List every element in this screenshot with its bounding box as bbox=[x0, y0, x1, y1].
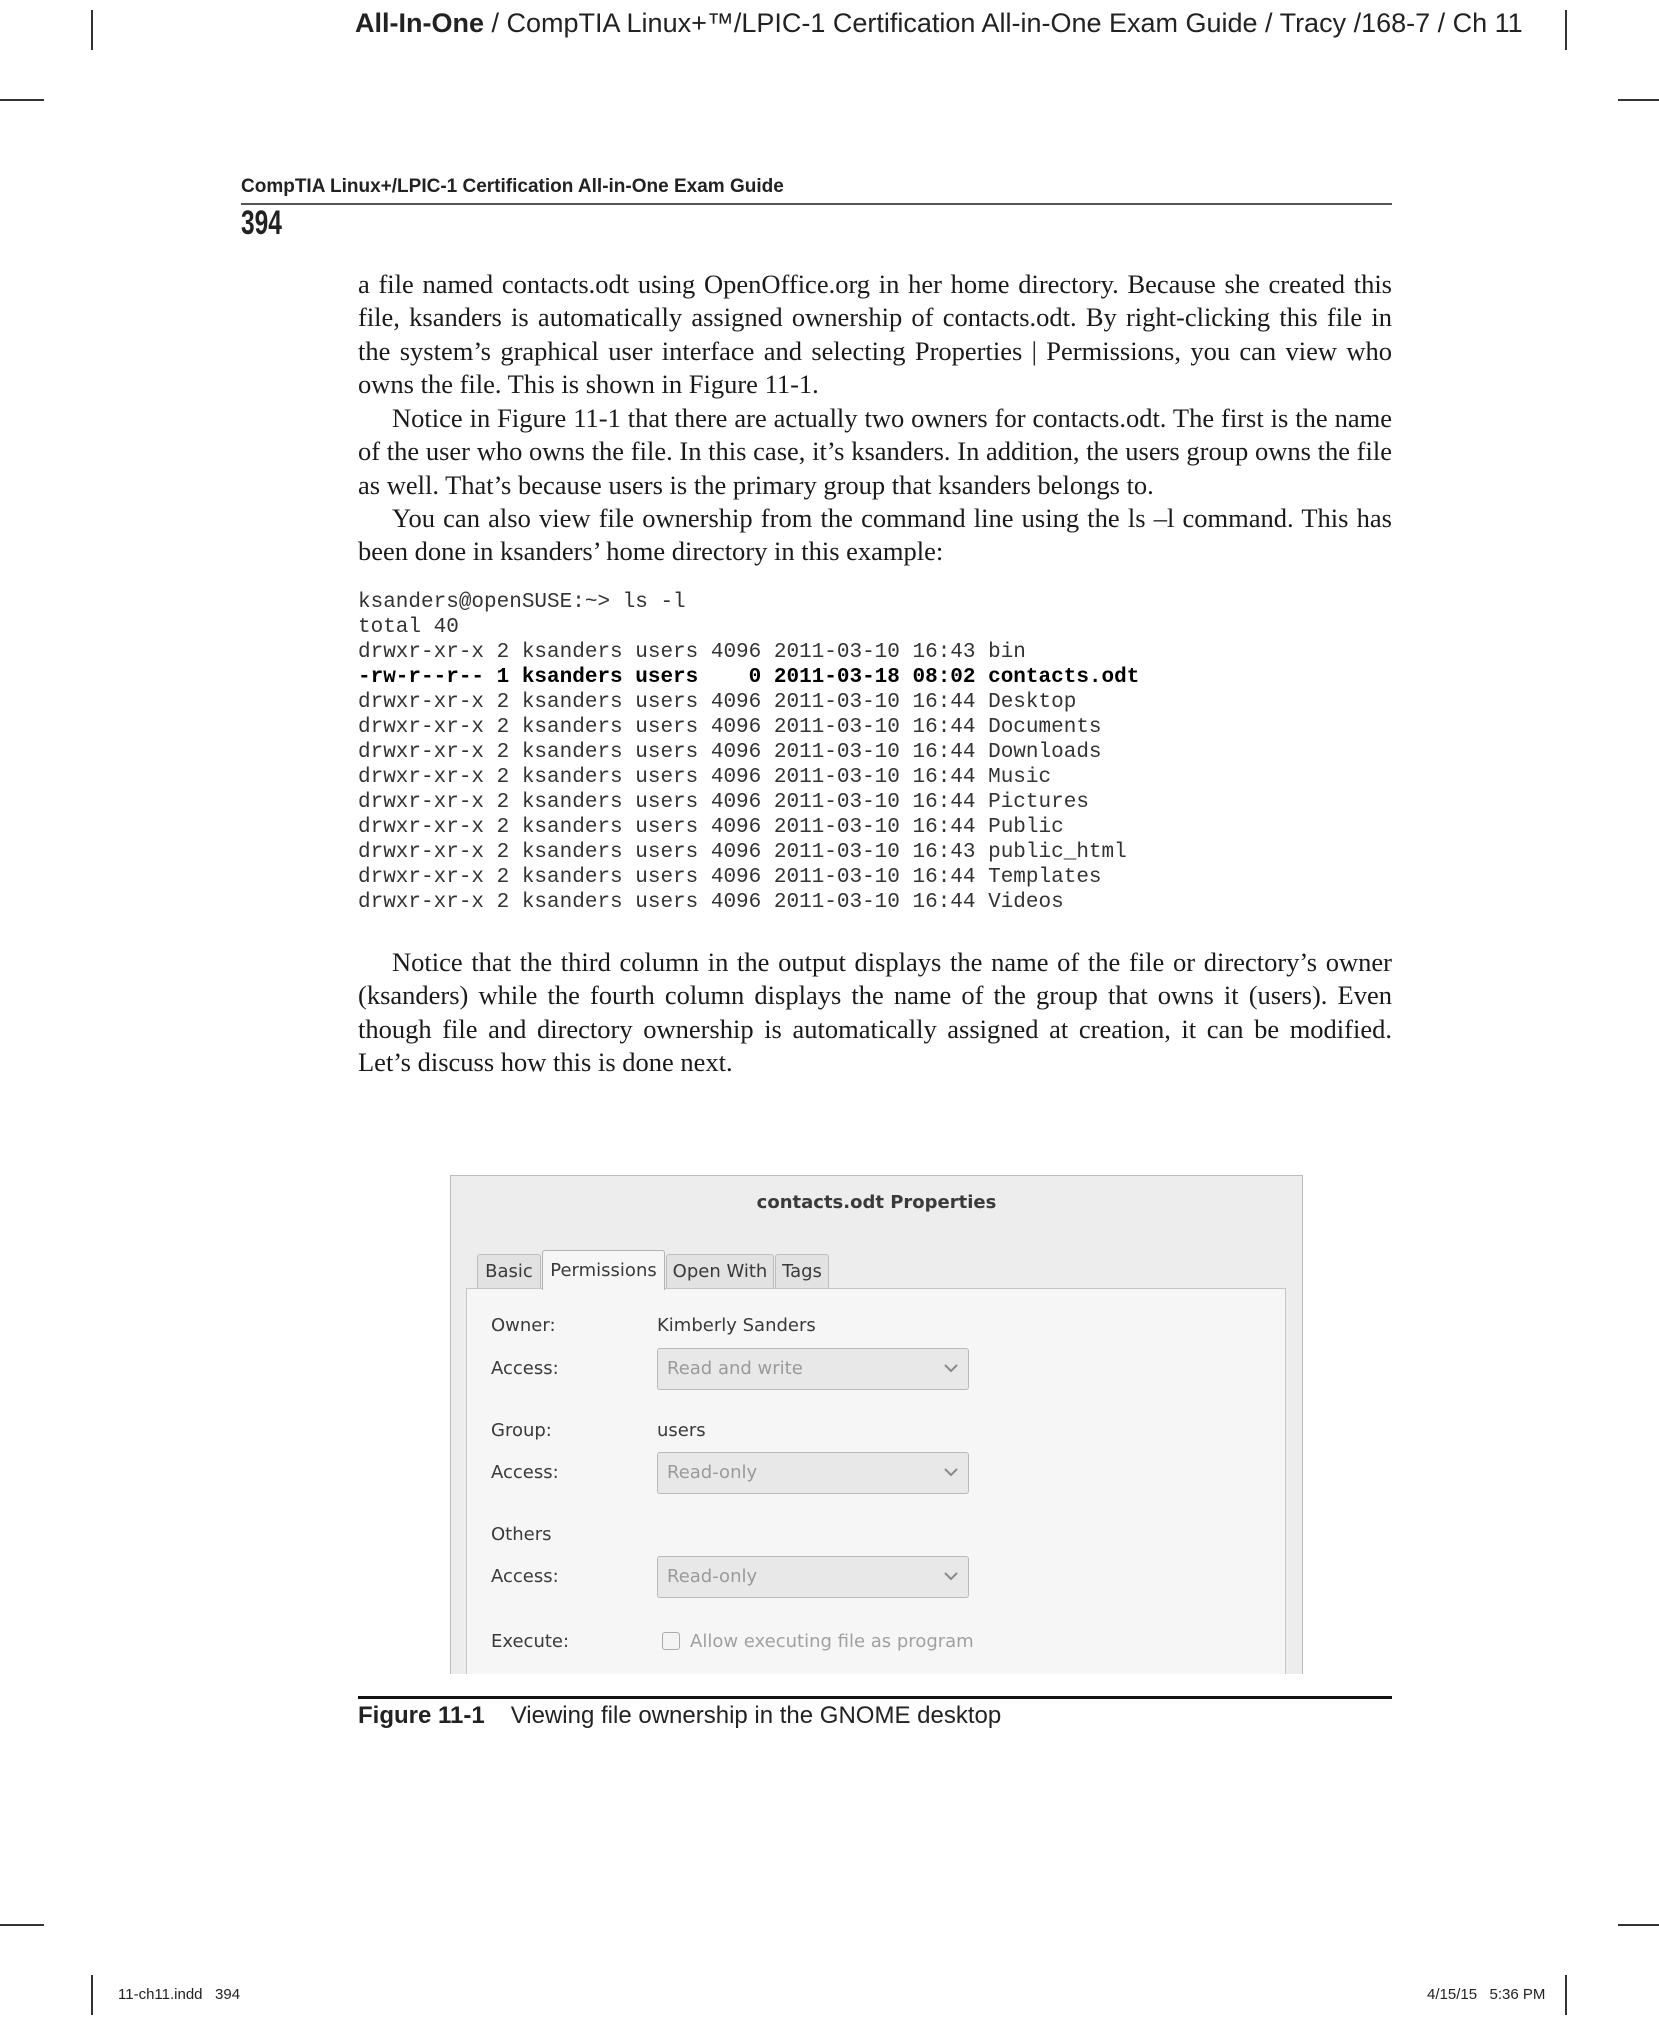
running-head: CompTIA Linux+/LPIC-1 Certification All-in-One Exam Guide bbox=[241, 176, 784, 197]
code-line: total 40 bbox=[358, 616, 459, 639]
crop-mark bbox=[91, 10, 93, 50]
figure-rule bbox=[358, 1696, 1392, 1699]
tab-basic[interactable]: Basic bbox=[477, 1254, 541, 1289]
code-line: drwxr-xr-x 2 ksanders users 4096 2011-03-10 16:44 Public bbox=[358, 816, 1064, 839]
figure-number: Figure 11-1 bbox=[358, 1702, 485, 1729]
code-line: drwxr-xr-x 2 ksanders users 4096 2011-03-10 16:43 public_html bbox=[358, 841, 1127, 864]
owner-access-label: Access: bbox=[491, 1358, 559, 1379]
paragraph-3 bbox=[358, 502, 1392, 569]
code-line: drwxr-xr-x 2 ksanders users 4096 2011-03-10 16:44 Pictures bbox=[358, 791, 1089, 814]
execute-checkbox-label: Allow executing file as program bbox=[690, 1631, 974, 1652]
crop-mark bbox=[0, 1924, 44, 1926]
code-line-highlighted: -rw-r--r-- 1 ksanders users 0 2011-03-18 08:02 contacts.odt bbox=[358, 666, 1140, 689]
owner-value: Kimberly Sanders bbox=[657, 1315, 816, 1336]
crop-mark bbox=[0, 99, 44, 101]
slug-line bbox=[355, 8, 1523, 39]
paragraph-2 bbox=[358, 402, 1392, 502]
tab-tags[interactable]: Tags bbox=[775, 1254, 829, 1289]
code-line: drwxr-xr-x 2 ksanders users 4096 2011-03-10 16:44 Templates bbox=[358, 866, 1102, 889]
group-label: Group: bbox=[491, 1420, 552, 1441]
chevron-down-icon bbox=[942, 1569, 960, 1583]
others-access-label: Access: bbox=[491, 1566, 559, 1587]
paragraph-4-text: Notice that the third column in the output displays the name of the file or directory’s owner (ksanders) while the fourth column displays the name of the group that owns it (users). Even though file and directory ownership is automatically assigned at creation, it can be modified. Let’s discuss how this is done next. bbox=[358, 947, 1392, 1078]
code-line: drwxr-xr-x 2 ksanders users 4096 2011-03-10 16:44 Downloads bbox=[358, 741, 1102, 764]
permissions-panel bbox=[466, 1288, 1286, 1674]
slug-bold: All-In-One bbox=[355, 8, 484, 38]
code-line: drwxr-xr-x 2 ksanders users 4096 2011-03-10 16:43 bin bbox=[358, 641, 1026, 664]
slug-text: / CompTIA Linux+™/LPIC-1 Certification All-in-One Exam Guide / Tracy /168-7 / Ch 11 bbox=[484, 8, 1523, 38]
code-line: drwxr-xr-x 2 ksanders users 4096 2011-03-10 16:44 Videos bbox=[358, 891, 1064, 914]
group-value: users bbox=[657, 1420, 706, 1441]
others-label: Others bbox=[491, 1524, 552, 1545]
code-line: drwxr-xr-x 2 ksanders users 4096 2011-03-10 16:44 Documents bbox=[358, 716, 1102, 739]
properties-dialog bbox=[450, 1175, 1303, 1674]
paragraph-4 bbox=[358, 946, 1392, 1080]
chevron-down-icon bbox=[942, 1361, 960, 1375]
owner-access-select[interactable] bbox=[657, 1348, 969, 1390]
owner-label: Owner: bbox=[491, 1315, 556, 1336]
owner-access-value: Read and write bbox=[667, 1358, 803, 1379]
footer-date: 4/15/15 5:36 PM bbox=[1427, 1986, 1546, 2003]
crop-mark bbox=[91, 1975, 93, 2015]
dialog-title: contacts.odt Properties bbox=[756, 1192, 997, 1213]
figure-caption-text: Viewing file ownership in the GNOME desktop bbox=[510, 1702, 1002, 1729]
paragraph-1: a file named contacts.odt using OpenOffice.org in her home directory. Because she created this file, ksanders is automatically assigned ownership of contacts.odt. By right-clicking this file in the system’s graphical user interface and selecting Properties | Permissions, you can view who owns the file. This is shown in Figure 11-1. bbox=[358, 269, 1392, 400]
group-access-label: Access: bbox=[491, 1462, 559, 1483]
paragraph-3-text: You can also view file ownership from the command line using the ls –l command. This has been done in ksanders’ home directory in this example: bbox=[358, 503, 1392, 567]
code-line: ksanders@openSUSE:~> ls -l bbox=[358, 591, 686, 614]
tab-open-with[interactable]: Open With bbox=[666, 1254, 774, 1289]
group-access-select[interactable] bbox=[657, 1452, 969, 1494]
code-line: drwxr-xr-x 2 ksanders users 4096 2011-03-10 16:44 Desktop bbox=[358, 691, 1077, 714]
others-access-select[interactable] bbox=[657, 1556, 969, 1598]
header-rule bbox=[241, 203, 1392, 205]
crop-mark bbox=[1618, 99, 1659, 101]
code-line: drwxr-xr-x 2 ksanders users 4096 2011-03-10 16:44 Music bbox=[358, 766, 1052, 789]
footer-file: 11-ch11.indd 394 bbox=[118, 1986, 241, 2003]
chevron-down-icon bbox=[942, 1465, 960, 1479]
execute-checkbox[interactable] bbox=[662, 1632, 680, 1650]
page-number: 394 bbox=[241, 204, 282, 242]
group-access-value: Read-only bbox=[667, 1462, 758, 1483]
code-listing bbox=[358, 590, 1139, 915]
others-access-value: Read-only bbox=[667, 1566, 758, 1587]
figure-caption bbox=[358, 1702, 1001, 1730]
crop-mark bbox=[1618, 1924, 1659, 1926]
execute-label: Execute: bbox=[491, 1631, 570, 1652]
crop-mark bbox=[1565, 1975, 1567, 2015]
tab-permissions[interactable]: Permissions bbox=[542, 1250, 665, 1290]
paragraph-2-text: Notice in Figure 11-1 that there are actually two owners for contacts.odt. The first is the name of the user who owns the file. In this case, it’s ksanders. In addition, the users group owns the file as well. That’s because users is the primary group that ksanders belongs to. bbox=[358, 403, 1392, 500]
crop-mark bbox=[1565, 10, 1567, 50]
